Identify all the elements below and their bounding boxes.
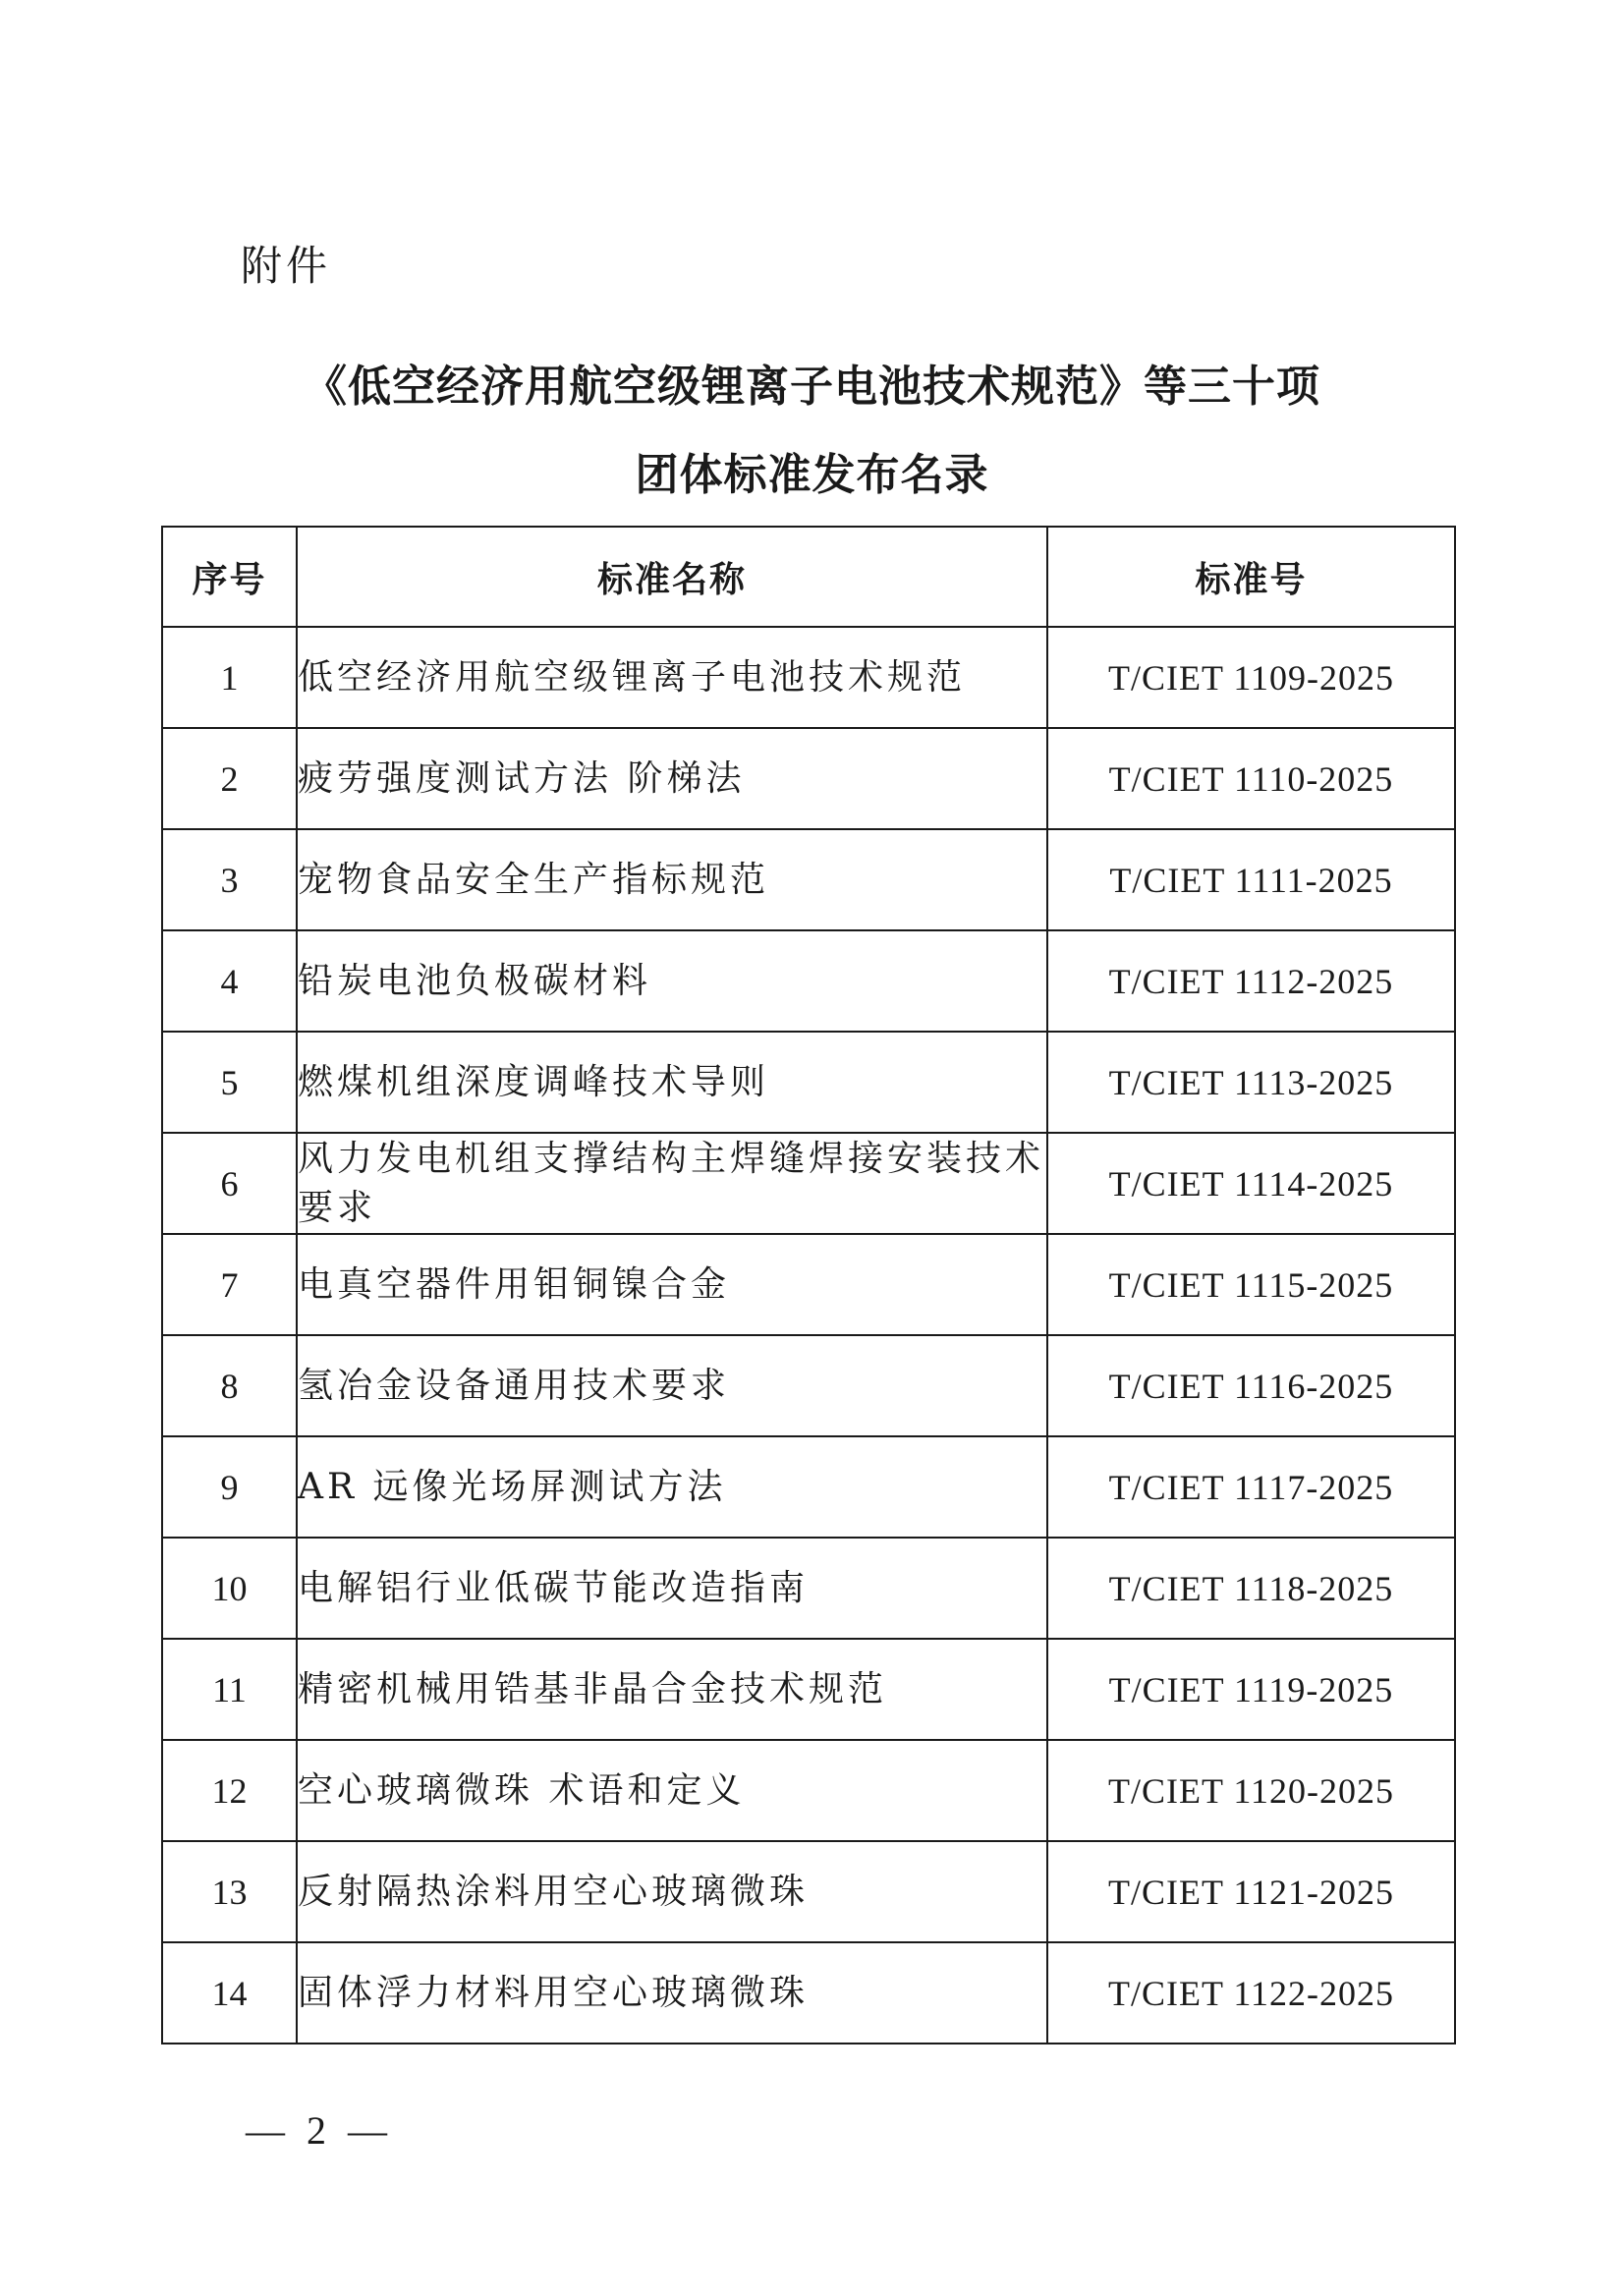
- row-standard-name: 燃煤机组深度调峰技术导则: [297, 1032, 1047, 1133]
- row-standard-code: T/CIET 1118-2025: [1047, 1538, 1455, 1639]
- row-standard-code: T/CIET 1115-2025: [1047, 1234, 1455, 1335]
- row-standard-name: 低空经济用航空级锂离子电池技术规范: [297, 627, 1047, 728]
- table-row: [162, 627, 1455, 728]
- row-standard-name: 宠物食品安全生产指标规范: [297, 829, 1047, 930]
- table-row: [162, 1841, 1455, 1942]
- row-number: 12: [162, 1740, 297, 1841]
- row-standard-code: T/CIET 1117-2025: [1047, 1436, 1455, 1538]
- table-row: [162, 829, 1455, 930]
- table-row: [162, 930, 1455, 1032]
- table-row: [162, 1032, 1455, 1133]
- row-number: 11: [162, 1639, 297, 1740]
- row-standard-name: 铅炭电池负极碳材料: [297, 930, 1047, 1032]
- row-standard-code: T/CIET 1114-2025: [1047, 1133, 1455, 1234]
- row-standard-code: T/CIET 1112-2025: [1047, 930, 1455, 1032]
- table-row: [162, 1133, 1455, 1234]
- row-number: 14: [162, 1942, 297, 2044]
- row-standard-name: 电真空器件用钼铜镍合金: [297, 1234, 1047, 1335]
- document-title-line-2: 团体标准发布名录: [635, 450, 989, 500]
- row-number: 5: [162, 1032, 297, 1133]
- header-serial-number: 序号: [162, 527, 297, 627]
- row-number: 3: [162, 829, 297, 930]
- table-row: [162, 1234, 1455, 1335]
- row-standard-name: 疲劳强度测试方法 阶梯法: [297, 728, 1047, 829]
- table-row: [162, 1436, 1455, 1538]
- row-standard-name: 精密机械用锆基非晶合金技术规范: [297, 1639, 1047, 1740]
- row-standard-name: 电解铝行业低碳节能改造指南: [297, 1538, 1047, 1639]
- header-standard-name: 标准名称: [297, 527, 1047, 627]
- row-number: 1: [162, 627, 297, 728]
- row-standard-name: 固体浮力材料用空心玻璃微珠: [297, 1942, 1047, 2044]
- row-number: 13: [162, 1841, 297, 1942]
- page-number: — 2 —: [246, 2108, 393, 2153]
- row-standard-name: AR 远像光场屏测试方法: [297, 1436, 1047, 1538]
- row-number: 7: [162, 1234, 297, 1335]
- row-standard-code: T/CIET 1109-2025: [1047, 627, 1455, 728]
- row-number: 4: [162, 930, 297, 1032]
- table-row: [162, 1639, 1455, 1740]
- table-row: [162, 1942, 1455, 2044]
- row-standard-code: T/CIET 1113-2025: [1047, 1032, 1455, 1133]
- row-number: 8: [162, 1335, 297, 1436]
- row-standard-name: 反射隔热涂料用空心玻璃微珠: [297, 1841, 1047, 1942]
- row-standard-name: 风力发电机组支撑结构主焊缝焊接安装技术要求: [297, 1133, 1047, 1234]
- attachment-label: 附件: [241, 242, 332, 290]
- row-standard-code: T/CIET 1121-2025: [1047, 1841, 1455, 1942]
- header-standard-code: 标准号: [1047, 527, 1455, 627]
- row-number: 6: [162, 1133, 297, 1234]
- row-number: 2: [162, 728, 297, 829]
- row-standard-name: 空心玻璃微珠 术语和定义: [297, 1740, 1047, 1841]
- row-standard-code: T/CIET 1110-2025: [1047, 728, 1455, 829]
- row-standard-code: T/CIET 1116-2025: [1047, 1335, 1455, 1436]
- row-number: 9: [162, 1436, 297, 1538]
- row-standard-name: 氢冶金设备通用技术要求: [297, 1335, 1047, 1436]
- row-number: 10: [162, 1538, 297, 1639]
- table-row: [162, 1335, 1455, 1436]
- document-title-line-1: 《低空经济用航空级锂离子电池技术规范》等三十项: [304, 362, 1320, 412]
- row-standard-code: T/CIET 1119-2025: [1047, 1639, 1455, 1740]
- table-row: [162, 1740, 1455, 1841]
- row-standard-code: T/CIET 1120-2025: [1047, 1740, 1455, 1841]
- table-row: [162, 728, 1455, 829]
- row-standard-code: T/CIET 1111-2025: [1047, 829, 1455, 930]
- row-standard-code: T/CIET 1122-2025: [1047, 1942, 1455, 2044]
- table-header-row: [162, 527, 1455, 627]
- standards-table: [161, 526, 1456, 2044]
- table-row: [162, 1538, 1455, 1639]
